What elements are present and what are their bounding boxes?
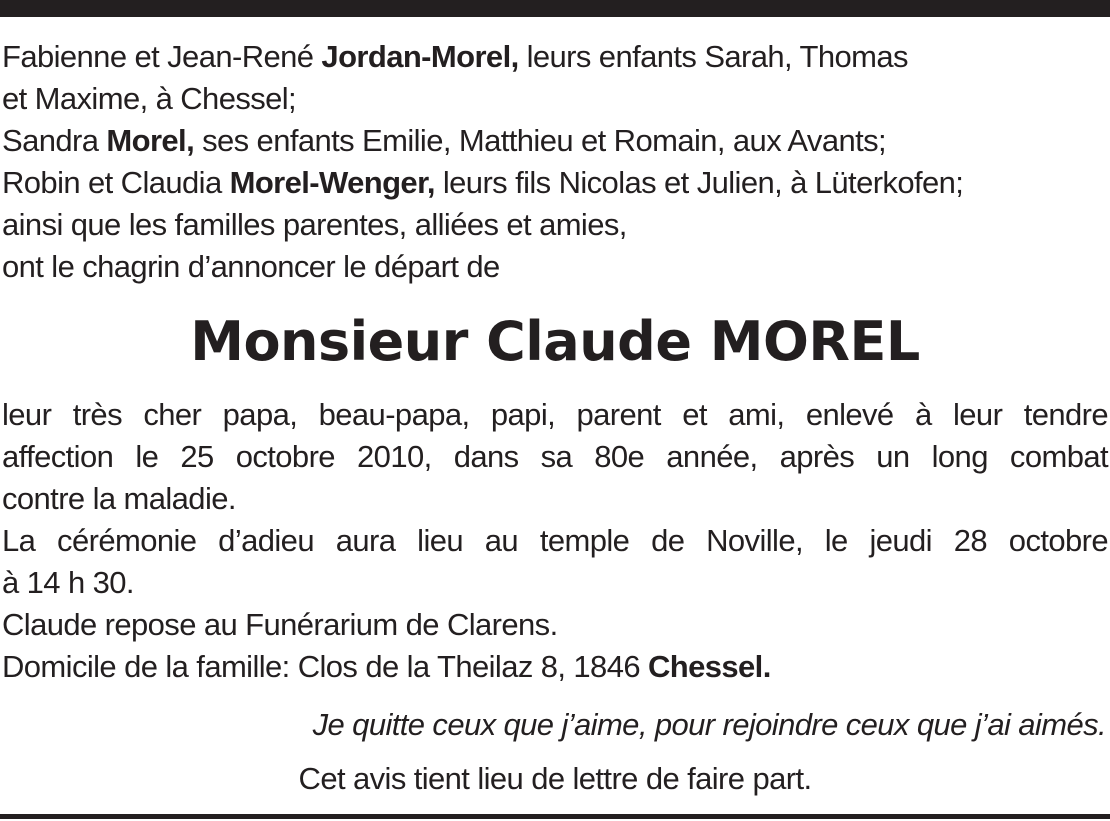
family-line-5: ainsi que les familles parentes, alliées et amies, <box>2 207 627 242</box>
family-line-4 <box>2 162 1108 204</box>
family-children-text: leurs fils Nicolas et Julien, à Lüterkofen; <box>434 165 964 200</box>
obituary-body <box>2 394 1108 688</box>
family-children-text: leurs enfants Sarah, Thomas <box>518 39 908 74</box>
ceremony-time-line: à 14 h 30. <box>2 565 134 600</box>
family-line-2: et Maxime, à Chessel; <box>2 81 297 116</box>
address-town-bold: Chessel. <box>648 649 771 684</box>
bottom-border-rule <box>0 814 1110 819</box>
body-line-2: affection le 25 octobre 2010, dans sa 80e année, après un long combat <box>2 439 1108 474</box>
deceased-name-headline: Monsieur Claude MOREL <box>190 310 920 373</box>
family-line-6: ont le chagrin d’annoncer le départ de <box>2 249 500 284</box>
family-surname-bold: Morel-Wenger, <box>229 165 435 200</box>
family-line-3 <box>2 120 1108 162</box>
ceremony-line: La cérémonie d’adieu aura lieu au temple de Noville, le jeudi 28 octobre <box>2 523 1108 558</box>
family-surname-bold: Morel, <box>106 123 195 158</box>
family-names-text: Fabienne et Jean-René <box>2 39 322 74</box>
body-line-3: contre la maladie. <box>2 481 236 516</box>
family-names-text: Sandra <box>2 123 107 158</box>
family-children-text: ses enfants Emilie, Matthieu et Romain, aux Avants; <box>194 123 887 158</box>
family-names-text: Robin et Claudia <box>2 165 230 200</box>
body-line-1: leur très cher papa, beau-papa, papi, parent et ami, enlevé à leur tendre <box>2 397 1108 432</box>
funerarium-line: Claude repose au Funérarium de Clarens. <box>2 607 558 642</box>
family-announcement <box>2 36 1108 288</box>
epitaph-quote: Je quitte ceux que j’aime, pour rejoindre ceux que j’ai aimés. <box>312 707 1106 742</box>
address-text: Domicile de la famille: Clos de la Theilaz 8, 1846 <box>2 649 648 684</box>
family-surname-bold: Jordan-Morel, <box>321 39 519 74</box>
family-line-1 <box>2 36 1108 78</box>
top-border-rule <box>0 0 1110 17</box>
family-address-line <box>2 646 1108 688</box>
notice-statement: Cet avis tient lieu de lettre de faire part. <box>298 761 812 796</box>
